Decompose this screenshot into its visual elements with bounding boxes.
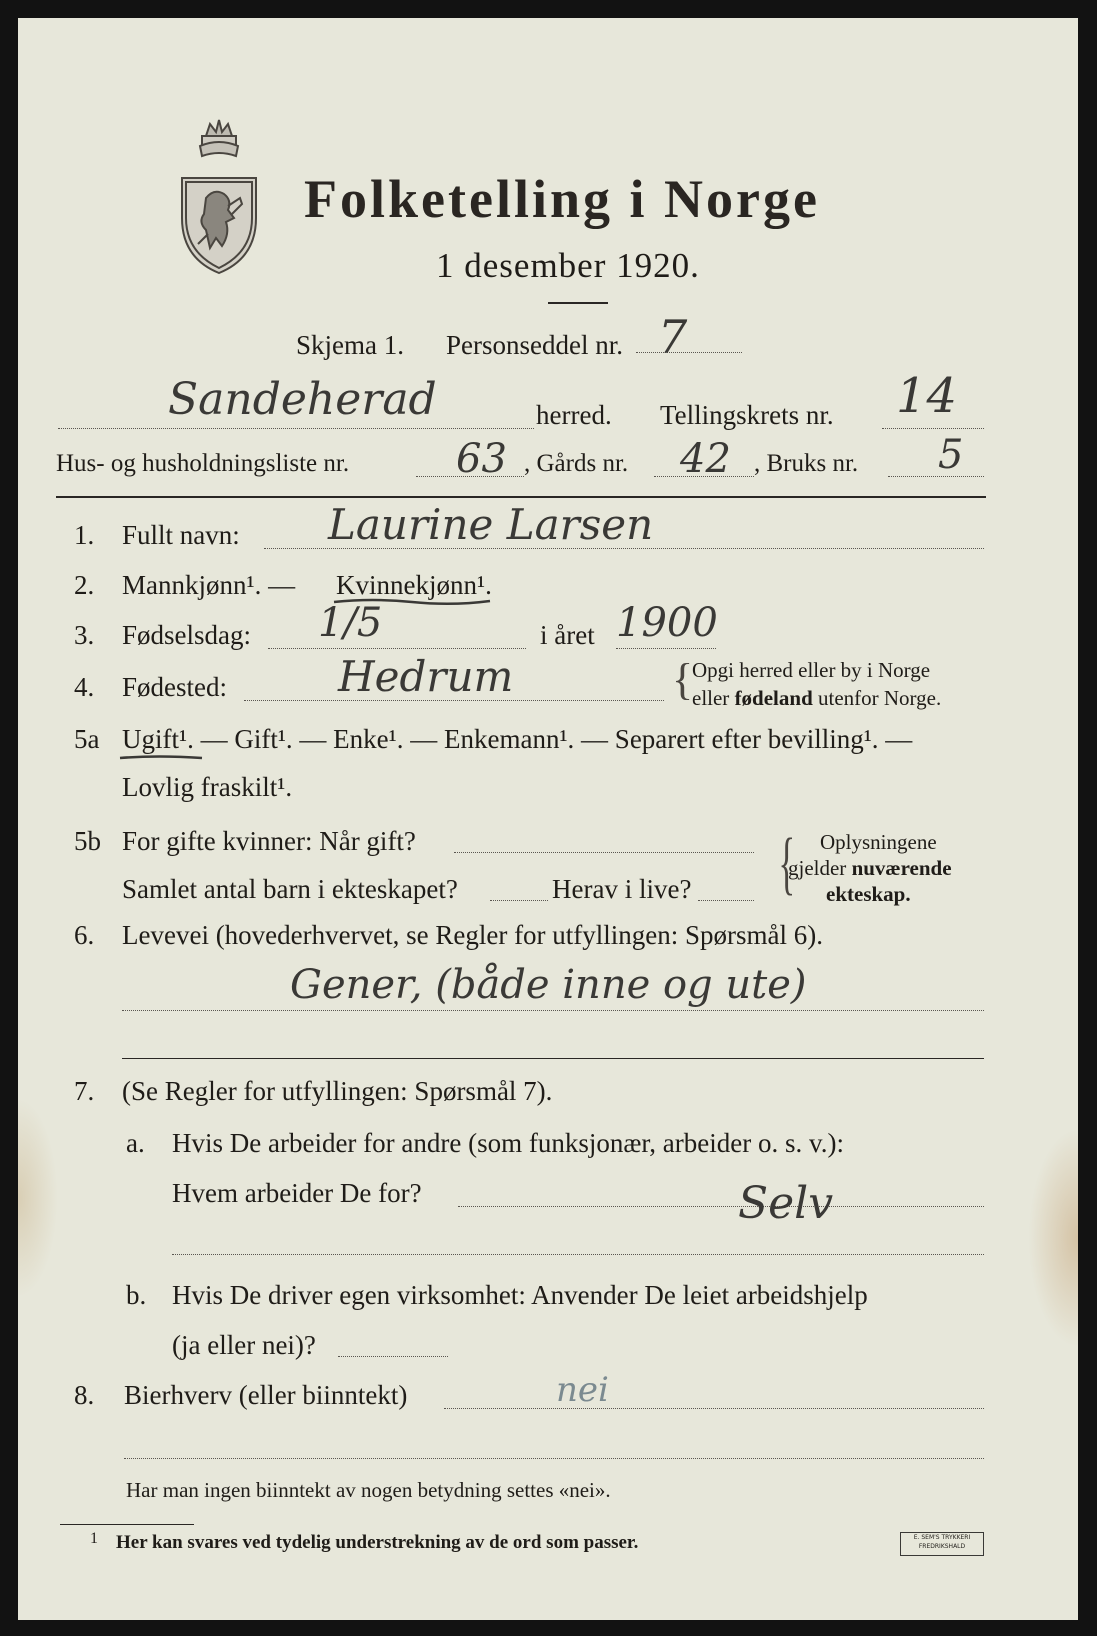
q6-line1 <box>122 1010 984 1011</box>
q7b-line1: Hvis De driver egen virksomhet: Anvender De leiet arbeidshjelp <box>172 1280 868 1310</box>
q5b-note-brace: { <box>778 825 796 902</box>
q3-day-line <box>268 648 526 649</box>
header-separator <box>56 496 986 498</box>
husliste-value: 63 <box>456 436 507 482</box>
q4-note-brace: { <box>672 655 694 704</box>
q8-value: nei <box>556 1370 609 1410</box>
q7a-line <box>458 1206 984 1207</box>
gards-value: 42 <box>680 436 731 482</box>
q4-note-line2 <box>692 686 941 711</box>
q5b-line1: For gifte kvinner: Når gift? <box>122 826 416 856</box>
herred-line <box>58 428 534 429</box>
q7a-letter: a. <box>126 1128 145 1158</box>
q5b-number: 5b <box>74 826 101 856</box>
q7b-letter: b. <box>126 1280 147 1310</box>
q2-male-option: Mannkjønn¹. — <box>122 570 296 600</box>
footnote-marker: 1 <box>90 1530 98 1547</box>
q5a-ugift-underline <box>118 752 204 764</box>
q4-note-line2c: utenfor Norge. <box>812 686 942 710</box>
q1-label: Fullt navn: <box>122 520 240 550</box>
q3-year-value: 1900 <box>616 600 718 646</box>
footnote-rule <box>60 1524 194 1525</box>
coat-of-arms-icon <box>176 118 262 278</box>
q2-female-option: Kvinnekjønn¹. <box>336 570 492 600</box>
bruks-value: 5 <box>938 432 964 478</box>
herred-value: Sandeherad <box>168 374 437 425</box>
q6-label: Levevei (hovederhvervet, se Regler for utfyllingen: Spørsmål 6). <box>122 920 824 950</box>
form-title: Folketelling i Norge <box>304 169 820 229</box>
q7-number: 7. <box>74 1076 95 1106</box>
q5a-ugift-option: Ugift¹. <box>122 724 194 754</box>
q3-year-line <box>616 648 716 649</box>
q7b-line2: (ja eller nei)? <box>172 1330 316 1360</box>
q5a-other-options: — Gift¹. — Enke¹. — Enkemann¹. — Separert efter bevilling¹. — <box>193 724 913 754</box>
q7a-line1: Hvis De arbeider for andre (som funksjonær, arbeider o. s. v.): <box>172 1128 844 1158</box>
q3-number: 3. <box>74 620 95 650</box>
q4-note-line2a: eller <box>692 686 735 710</box>
q5b-note-line1: Oplysningene <box>820 830 937 854</box>
q7a-line-extra <box>172 1254 984 1255</box>
q2-number: 2. <box>74 570 95 600</box>
personseddel-value: 7 <box>658 310 688 364</box>
tellingskrets-value: 14 <box>896 368 958 424</box>
gards-label: , Gårds nr. <box>524 450 629 477</box>
q1-value: Laurine Larsen <box>328 500 654 549</box>
q4-note-line1: Opgi herred eller by i Norge <box>692 658 931 682</box>
herred-label: herred. <box>536 400 612 430</box>
husliste-label: Hus- og husholdningsliste nr. <box>56 450 350 477</box>
tellingskrets-line <box>882 428 984 429</box>
q3-year-label: i året <box>540 620 595 650</box>
q4-note-line2b: fødeland <box>734 686 813 710</box>
q7-label: (Se Regler for utfyllingen: Spørsmål 7). <box>122 1076 553 1106</box>
q6-line2 <box>122 1058 984 1059</box>
paper-stain-left <box>18 1098 58 1298</box>
footnote-text: Her kan svares ved tydelig understrekning av de ord som passer. <box>116 1532 639 1553</box>
q5b-note-line2 <box>788 856 952 881</box>
bruks-line <box>888 476 984 477</box>
q5b-married-line <box>454 852 754 853</box>
q5b-alive-line <box>698 900 754 901</box>
q5b-note-line3: ekteskap. <box>826 882 911 906</box>
tellingskrets-label: Tellingskrets nr. <box>660 400 834 430</box>
q3-day-value: 1/5 <box>318 600 383 646</box>
printer-stamp-line1: E. SEM'S TRYKKERI <box>913 1534 971 1541</box>
q5a-number: 5a <box>74 724 100 754</box>
q3-label: Fødselsdag: <box>122 620 252 650</box>
q1-number: 1. <box>74 520 95 550</box>
q7a-value: Selv <box>738 1178 834 1229</box>
census-date: 1 desember 1920. <box>436 246 700 285</box>
printer-stamp-line2: FREDRIKSHALD <box>918 1543 966 1550</box>
personseddel-line <box>636 352 742 353</box>
q4-value: Hedrum <box>338 652 514 701</box>
printer-stamp <box>900 1532 984 1556</box>
no-income-note: Har man ingen biinntekt av nogen betydning settes «nei». <box>126 1478 611 1502</box>
census-form-sheet <box>18 18 1078 1620</box>
q8-number: 8. <box>74 1380 95 1410</box>
q8-line-extra <box>124 1458 984 1459</box>
q5b-children-line <box>490 900 548 901</box>
q7a-line2: Hvem arbeider De for? <box>172 1178 422 1208</box>
q6-value: Gener, (både inne og ute) <box>290 962 807 1008</box>
q6-number: 6. <box>74 920 95 950</box>
schema-label: Skjema 1. <box>296 330 404 360</box>
q4-number: 4. <box>74 672 95 702</box>
bruks-label: , Bruks nr. <box>754 450 859 477</box>
q5b-note-line2a: gjelder <box>788 856 852 880</box>
q5b-note-line2b: nuværende <box>851 856 952 880</box>
q8-label: Bierhverv (eller biinntekt) <box>124 1380 408 1410</box>
q5a-line2: Lovlig fraskilt¹. <box>122 772 293 802</box>
paper-stain-right <box>1028 1128 1078 1348</box>
q7b-line <box>338 1356 448 1357</box>
title-divider <box>548 302 608 304</box>
q5b-alive-label: Herav i live? <box>552 874 692 904</box>
q5a-options <box>122 724 912 755</box>
q4-label: Fødested: <box>122 672 227 702</box>
q5b-children-label: Samlet antal barn i ekteskapet? <box>122 874 458 904</box>
personseddel-label: Personseddel nr. <box>446 330 623 360</box>
q8-line <box>444 1408 984 1409</box>
